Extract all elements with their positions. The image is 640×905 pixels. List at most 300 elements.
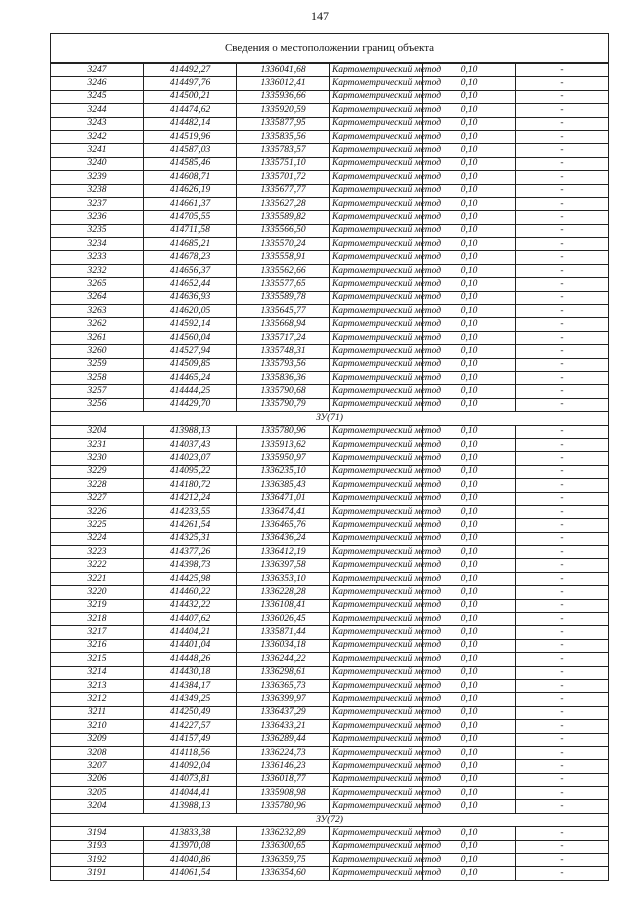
accuracy-cell: 0,10 (423, 465, 516, 478)
y-coordinate-cell: 1336244,22 (237, 653, 330, 666)
description-cell: - (516, 130, 609, 143)
accuracy-cell: 0,10 (423, 157, 516, 170)
x-coordinate-cell: 414118,56 (144, 746, 237, 759)
point-number-cell: 3258 (51, 371, 144, 384)
table-row (51, 733, 609, 746)
accuracy-cell: 0,10 (423, 130, 516, 143)
description-cell: - (516, 586, 609, 599)
accuracy-cell: 0,10 (423, 733, 516, 746)
x-coordinate-cell: 414092,04 (144, 760, 237, 773)
point-number-cell: 3192 (51, 854, 144, 867)
table-row (51, 358, 609, 371)
method-cell: Картометрический метод (330, 90, 423, 103)
point-number-cell: 3209 (51, 733, 144, 746)
method-cell: Картометрический метод (330, 492, 423, 505)
method-cell: Картометрический метод (330, 398, 423, 411)
y-coordinate-cell: 1335562,66 (237, 264, 330, 277)
y-coordinate-cell: 1335790,68 (237, 385, 330, 398)
table-row (51, 238, 609, 251)
x-coordinate-cell: 414592,14 (144, 318, 237, 331)
description-cell: - (516, 117, 609, 130)
table-row (51, 197, 609, 210)
accuracy-cell: 0,10 (423, 559, 516, 572)
method-cell: Картометрический метод (330, 63, 423, 77)
method-cell: Картометрический метод (330, 452, 423, 465)
x-coordinate-cell: 414044,41 (144, 787, 237, 800)
method-cell: Картометрический метод (330, 251, 423, 264)
method-cell: Картометрический метод (330, 144, 423, 157)
method-cell: Картометрический метод (330, 117, 423, 130)
table-row (51, 746, 609, 759)
point-number-cell: 3243 (51, 117, 144, 130)
method-cell: Картометрический метод (330, 626, 423, 639)
accuracy-cell: 0,10 (423, 197, 516, 210)
x-coordinate-cell: 414325,31 (144, 532, 237, 545)
point-number-cell: 3239 (51, 171, 144, 184)
point-number-cell: 3207 (51, 760, 144, 773)
table-row (51, 63, 609, 77)
description-cell: - (516, 425, 609, 438)
accuracy-cell: 0,10 (423, 720, 516, 733)
table-row (51, 345, 609, 358)
description-cell: - (516, 505, 609, 518)
method-cell: Картометрический метод (330, 666, 423, 679)
description-cell: - (516, 452, 609, 465)
accuracy-cell: 0,10 (423, 679, 516, 692)
point-number-cell: 3265 (51, 278, 144, 291)
method-cell: Картометрический метод (330, 787, 423, 800)
description-cell: - (516, 599, 609, 612)
accuracy-cell: 0,10 (423, 693, 516, 706)
method-cell: Картометрический метод (330, 224, 423, 237)
method-cell: Картометрический метод (330, 305, 423, 318)
point-number-cell: 3261 (51, 331, 144, 344)
table-row (51, 773, 609, 786)
y-coordinate-cell: 1336235,10 (237, 465, 330, 478)
description-cell: - (516, 358, 609, 371)
x-coordinate-cell: 414444,25 (144, 385, 237, 398)
description-cell: - (516, 639, 609, 652)
point-number-cell: 3227 (51, 492, 144, 505)
description-cell: - (516, 827, 609, 840)
method-cell: Картометрический метод (330, 586, 423, 599)
method-cell: Картометрический метод (330, 291, 423, 304)
method-cell: Картометрический метод (330, 800, 423, 813)
method-cell: Картометрический метод (330, 438, 423, 451)
table-row (51, 465, 609, 478)
description-cell: - (516, 867, 609, 880)
accuracy-cell: 0,10 (423, 331, 516, 344)
point-number-cell: 3260 (51, 345, 144, 358)
description-cell: - (516, 465, 609, 478)
point-number-cell: 3204 (51, 800, 144, 813)
description-cell: - (516, 305, 609, 318)
table-row (51, 626, 609, 639)
point-number-cell: 3229 (51, 465, 144, 478)
point-number-cell: 3263 (51, 305, 144, 318)
x-coordinate-cell: 414656,37 (144, 264, 237, 277)
point-number-cell: 3215 (51, 653, 144, 666)
y-coordinate-cell: 1335589,82 (237, 211, 330, 224)
y-coordinate-cell: 1336365,73 (237, 679, 330, 692)
x-coordinate-cell: 414678,23 (144, 251, 237, 264)
x-coordinate-cell: 414527,94 (144, 345, 237, 358)
x-coordinate-cell: 414227,57 (144, 720, 237, 733)
accuracy-cell: 0,10 (423, 171, 516, 184)
y-coordinate-cell: 1335783,57 (237, 144, 330, 157)
table-row (51, 171, 609, 184)
method-cell: Картометрический метод (330, 532, 423, 545)
y-coordinate-cell: 1335627,28 (237, 197, 330, 210)
accuracy-cell: 0,10 (423, 586, 516, 599)
accuracy-cell: 0,10 (423, 505, 516, 518)
y-coordinate-cell: 1335835,56 (237, 130, 330, 143)
x-coordinate-cell: 413988,13 (144, 800, 237, 813)
x-coordinate-cell: 414384,17 (144, 679, 237, 692)
description-cell: - (516, 144, 609, 157)
table-row (51, 519, 609, 532)
description-cell: - (516, 787, 609, 800)
y-coordinate-cell: 1336224,73 (237, 746, 330, 759)
method-cell: Картометрический метод (330, 130, 423, 143)
x-coordinate-cell: 413970,08 (144, 840, 237, 853)
point-number-cell: 3259 (51, 358, 144, 371)
y-coordinate-cell: 1335793,56 (237, 358, 330, 371)
accuracy-cell: 0,10 (423, 492, 516, 505)
point-number-cell: 3230 (51, 452, 144, 465)
accuracy-cell: 0,10 (423, 854, 516, 867)
table-row (51, 505, 609, 518)
description-cell: - (516, 559, 609, 572)
table-row (51, 492, 609, 505)
description-cell: - (516, 278, 609, 291)
y-coordinate-cell: 1336385,43 (237, 479, 330, 492)
point-number-cell: 3223 (51, 546, 144, 559)
description-cell: - (516, 666, 609, 679)
y-coordinate-cell: 1335645,77 (237, 305, 330, 318)
description-cell: - (516, 385, 609, 398)
y-coordinate-cell: 1336146,23 (237, 760, 330, 773)
table-row (51, 331, 609, 344)
x-coordinate-cell: 414500,21 (144, 90, 237, 103)
description-cell: - (516, 211, 609, 224)
y-coordinate-cell: 1336232,89 (237, 827, 330, 840)
method-cell: Картометрический метод (330, 546, 423, 559)
accuracy-cell: 0,10 (423, 773, 516, 786)
accuracy-cell: 0,10 (423, 452, 516, 465)
method-cell: Картометрический метод (330, 693, 423, 706)
table-row (51, 144, 609, 157)
table-row (51, 184, 609, 197)
y-coordinate-cell: 1336353,10 (237, 572, 330, 585)
table-row (51, 452, 609, 465)
x-coordinate-cell: 414685,21 (144, 238, 237, 251)
method-cell: Картометрический метод (330, 465, 423, 478)
x-coordinate-cell: 414636,93 (144, 291, 237, 304)
table-row (51, 291, 609, 304)
accuracy-cell: 0,10 (423, 599, 516, 612)
description-cell: - (516, 653, 609, 666)
description-cell: - (516, 171, 609, 184)
table-row (51, 211, 609, 224)
point-number-cell: 3214 (51, 666, 144, 679)
y-coordinate-cell: 1335913,62 (237, 438, 330, 451)
y-coordinate-cell: 1336412,19 (237, 546, 330, 559)
y-coordinate-cell: 1336034,18 (237, 639, 330, 652)
x-coordinate-cell: 414023,07 (144, 452, 237, 465)
section-label: ЗУ(72) (51, 813, 609, 826)
x-coordinate-cell: 414398,73 (144, 559, 237, 572)
point-number-cell: 3204 (51, 425, 144, 438)
accuracy-cell: 0,10 (423, 63, 516, 77)
x-coordinate-cell: 414429,70 (144, 398, 237, 411)
point-number-cell: 3206 (51, 773, 144, 786)
accuracy-cell: 0,10 (423, 546, 516, 559)
method-cell: Картометрический метод (330, 613, 423, 626)
point-number-cell: 3225 (51, 519, 144, 532)
description-cell: - (516, 706, 609, 719)
x-coordinate-cell: 414040,86 (144, 854, 237, 867)
table-row (51, 385, 609, 398)
method-cell: Картометрический метод (330, 867, 423, 880)
x-coordinate-cell: 414492,27 (144, 63, 237, 77)
description-cell: - (516, 800, 609, 813)
table-row (51, 546, 609, 559)
description-cell: - (516, 63, 609, 77)
table-row (51, 398, 609, 411)
point-number-cell: 3247 (51, 63, 144, 77)
table-row (51, 706, 609, 719)
description-cell: - (516, 264, 609, 277)
method-cell: Картометрический метод (330, 197, 423, 210)
y-coordinate-cell: 1335668,94 (237, 318, 330, 331)
table-row (51, 318, 609, 331)
y-coordinate-cell: 1336289,44 (237, 733, 330, 746)
accuracy-cell: 0,10 (423, 371, 516, 384)
method-cell: Картометрический метод (330, 278, 423, 291)
accuracy-cell: 0,10 (423, 358, 516, 371)
y-coordinate-cell: 1336018,77 (237, 773, 330, 786)
table-row (51, 479, 609, 492)
accuracy-cell: 0,10 (423, 840, 516, 853)
point-number-cell: 3216 (51, 639, 144, 652)
x-coordinate-cell: 414261,54 (144, 519, 237, 532)
y-coordinate-cell: 1335677,77 (237, 184, 330, 197)
point-number-cell: 3236 (51, 211, 144, 224)
description-cell: - (516, 197, 609, 210)
y-coordinate-cell: 1336465,76 (237, 519, 330, 532)
x-coordinate-cell: 414349,25 (144, 693, 237, 706)
x-coordinate-cell: 414377,26 (144, 546, 237, 559)
y-coordinate-cell: 1336012,41 (237, 77, 330, 90)
y-coordinate-cell: 1335701,72 (237, 171, 330, 184)
y-coordinate-cell: 1335570,24 (237, 238, 330, 251)
table-row (51, 693, 609, 706)
point-number-cell: 3245 (51, 90, 144, 103)
point-number-cell: 3226 (51, 505, 144, 518)
x-coordinate-cell: 414497,76 (144, 77, 237, 90)
table-row (51, 840, 609, 853)
point-number-cell: 3224 (51, 532, 144, 545)
point-number-cell: 3242 (51, 130, 144, 143)
point-number-cell: 3217 (51, 626, 144, 639)
description-cell: - (516, 572, 609, 585)
table-row (51, 305, 609, 318)
x-coordinate-cell: 413833,38 (144, 827, 237, 840)
description-cell: - (516, 184, 609, 197)
description-cell: - (516, 157, 609, 170)
point-number-cell: 3235 (51, 224, 144, 237)
accuracy-cell: 0,10 (423, 385, 516, 398)
x-coordinate-cell: 413988,13 (144, 425, 237, 438)
method-cell: Картометрический метод (330, 318, 423, 331)
accuracy-cell: 0,10 (423, 438, 516, 451)
x-coordinate-cell: 414061,54 (144, 867, 237, 880)
method-cell: Картометрический метод (330, 358, 423, 371)
method-cell: Картометрический метод (330, 211, 423, 224)
method-cell: Картометрический метод (330, 840, 423, 853)
point-number-cell: 3238 (51, 184, 144, 197)
x-coordinate-cell: 414404,21 (144, 626, 237, 639)
x-coordinate-cell: 414212,24 (144, 492, 237, 505)
accuracy-cell: 0,10 (423, 77, 516, 90)
accuracy-cell: 0,10 (423, 572, 516, 585)
table-row (51, 559, 609, 572)
point-number-cell: 3244 (51, 104, 144, 117)
x-coordinate-cell: 414509,85 (144, 358, 237, 371)
description-cell: - (516, 492, 609, 505)
description-cell: - (516, 398, 609, 411)
method-cell: Картометрический метод (330, 331, 423, 344)
accuracy-cell: 0,10 (423, 746, 516, 759)
y-coordinate-cell: 1336041,68 (237, 63, 330, 77)
accuracy-cell: 0,10 (423, 425, 516, 438)
x-coordinate-cell: 414425,98 (144, 572, 237, 585)
description-cell: - (516, 546, 609, 559)
method-cell: Картометрический метод (330, 184, 423, 197)
table-row (51, 639, 609, 652)
description-cell: - (516, 251, 609, 264)
description-cell: - (516, 438, 609, 451)
y-coordinate-cell: 1335589,78 (237, 291, 330, 304)
y-coordinate-cell: 1335780,96 (237, 800, 330, 813)
description-cell: - (516, 840, 609, 853)
table-row (51, 800, 609, 813)
y-coordinate-cell: 1336026,45 (237, 613, 330, 626)
description-cell: - (516, 77, 609, 90)
description-cell: - (516, 693, 609, 706)
x-coordinate-cell: 414157,49 (144, 733, 237, 746)
accuracy-cell: 0,10 (423, 184, 516, 197)
method-cell: Картометрический метод (330, 679, 423, 692)
method-cell: Картометрический метод (330, 827, 423, 840)
accuracy-cell: 0,10 (423, 278, 516, 291)
x-coordinate-cell: 414711,58 (144, 224, 237, 237)
method-cell: Картометрический метод (330, 639, 423, 652)
description-cell: - (516, 773, 609, 786)
table-row (51, 224, 609, 237)
accuracy-cell: 0,10 (423, 211, 516, 224)
accuracy-cell: 0,10 (423, 479, 516, 492)
accuracy-cell: 0,10 (423, 398, 516, 411)
point-number-cell: 3232 (51, 264, 144, 277)
y-coordinate-cell: 1335558,91 (237, 251, 330, 264)
x-coordinate-cell: 414620,05 (144, 305, 237, 318)
section-label: ЗУ(71) (51, 412, 609, 425)
method-cell: Картометрический метод (330, 519, 423, 532)
accuracy-cell: 0,10 (423, 613, 516, 626)
point-number-cell: 3208 (51, 746, 144, 759)
x-coordinate-cell: 414585,46 (144, 157, 237, 170)
description-cell: - (516, 331, 609, 344)
point-number-cell: 3233 (51, 251, 144, 264)
description-cell: - (516, 224, 609, 237)
x-coordinate-cell: 414474,62 (144, 104, 237, 117)
accuracy-cell: 0,10 (423, 117, 516, 130)
y-coordinate-cell: 1335577,65 (237, 278, 330, 291)
method-cell: Картометрический метод (330, 854, 423, 867)
y-coordinate-cell: 1335566,50 (237, 224, 330, 237)
method-cell: Картометрический метод (330, 773, 423, 786)
point-number-cell: 3211 (51, 706, 144, 719)
point-number-cell: 3218 (51, 613, 144, 626)
method-cell: Картометрический метод (330, 479, 423, 492)
description-cell: - (516, 854, 609, 867)
x-coordinate-cell: 414037,43 (144, 438, 237, 451)
description-cell: - (516, 104, 609, 117)
x-coordinate-cell: 414465,24 (144, 371, 237, 384)
accuracy-cell: 0,10 (423, 639, 516, 652)
section-row (51, 813, 609, 826)
point-number-cell: 3246 (51, 77, 144, 90)
method-cell: Картометрический метод (330, 572, 423, 585)
x-coordinate-cell: 414608,71 (144, 171, 237, 184)
y-coordinate-cell: 1335790,79 (237, 398, 330, 411)
description-cell: - (516, 519, 609, 532)
x-coordinate-cell: 414519,96 (144, 130, 237, 143)
y-coordinate-cell: 1336298,61 (237, 666, 330, 679)
description-cell: - (516, 291, 609, 304)
table-row (51, 425, 609, 438)
method-cell: Картометрический метод (330, 653, 423, 666)
accuracy-cell: 0,10 (423, 532, 516, 545)
accuracy-cell: 0,10 (423, 318, 516, 331)
section-row (51, 412, 609, 425)
y-coordinate-cell: 1336436,24 (237, 532, 330, 545)
method-cell: Картометрический метод (330, 505, 423, 518)
point-number-cell: 3210 (51, 720, 144, 733)
accuracy-cell: 0,10 (423, 787, 516, 800)
table-row (51, 599, 609, 612)
description-cell: - (516, 746, 609, 759)
description-cell: - (516, 760, 609, 773)
point-number-cell: 3205 (51, 787, 144, 800)
y-coordinate-cell: 1335836,36 (237, 371, 330, 384)
accuracy-cell: 0,10 (423, 867, 516, 880)
point-number-cell: 3241 (51, 144, 144, 157)
table-row (51, 130, 609, 143)
y-coordinate-cell: 1335877,95 (237, 117, 330, 130)
description-cell: - (516, 90, 609, 103)
table-row (51, 278, 609, 291)
description-cell: - (516, 613, 609, 626)
x-coordinate-cell: 414448,26 (144, 653, 237, 666)
description-cell: - (516, 345, 609, 358)
accuracy-cell: 0,10 (423, 251, 516, 264)
point-number-cell: 3222 (51, 559, 144, 572)
y-coordinate-cell: 1335908,98 (237, 787, 330, 800)
point-number-cell: 3240 (51, 157, 144, 170)
